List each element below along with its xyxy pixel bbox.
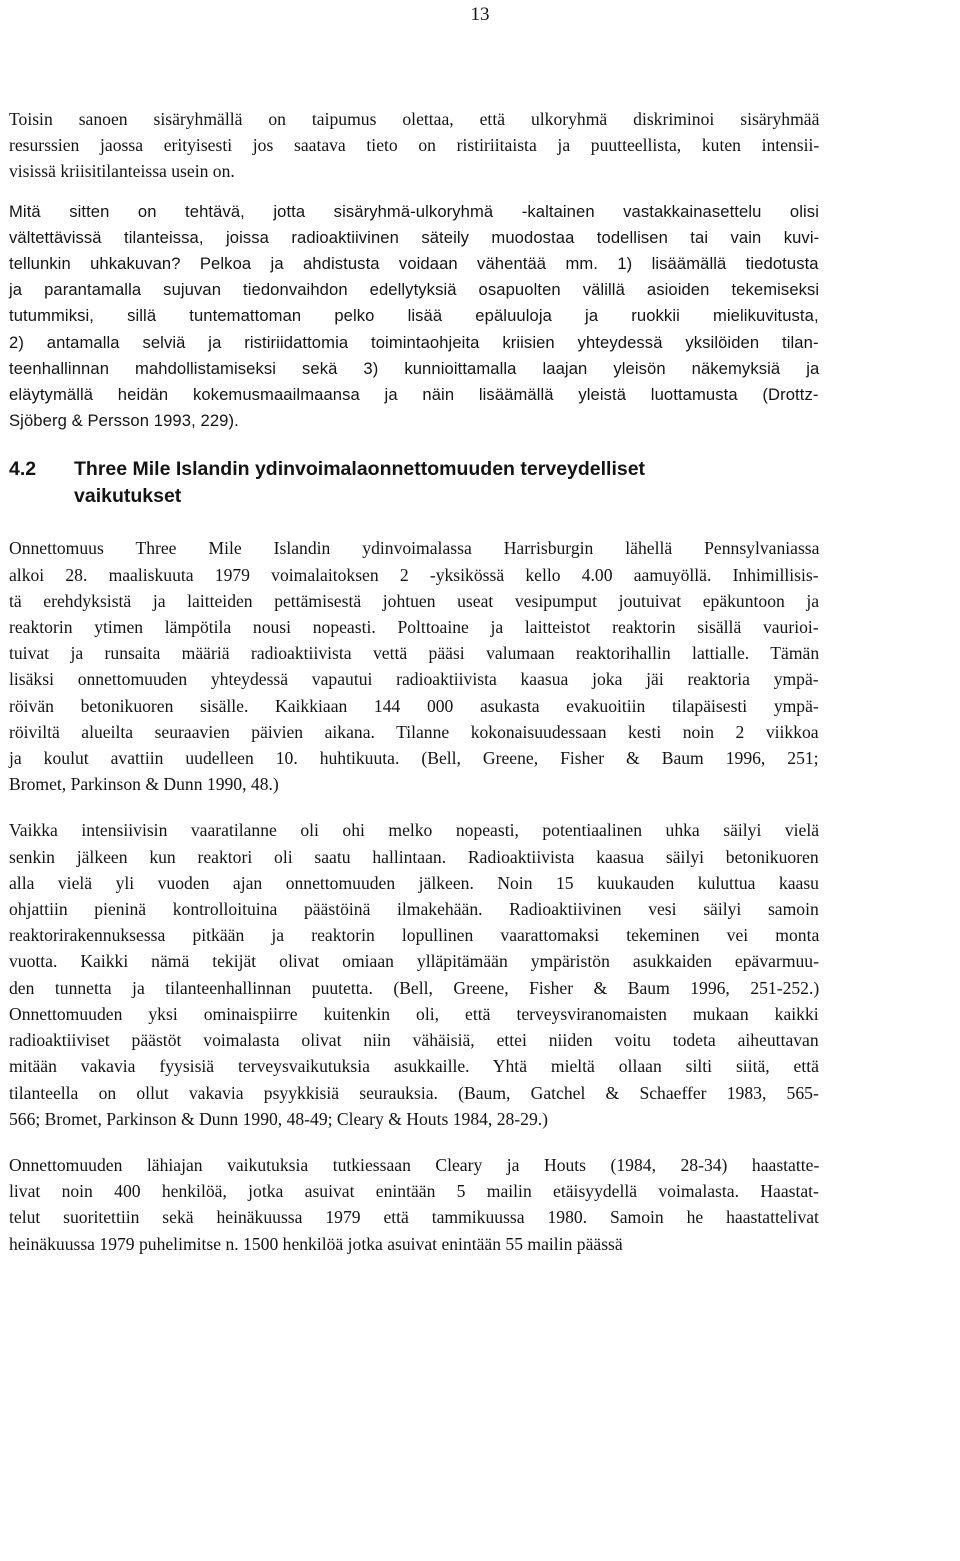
text-line: tutummiksi, sillä tuntemattoman pelko lisää epäluuloja ja ruokkii mielikuvitusta, <box>9 306 819 326</box>
text-line: vuotta. Kaikki nämä tekijät olivat omiaan ylläpitämään ympäristön asukkaiden epävarmuu- <box>9 951 819 972</box>
text-line: ja parantamalla sujuvan tiedonvaihdon edellytyksiä osapuolten välillä asioiden tekemiseksi <box>9 280 820 300</box>
section-heading <box>9 456 819 510</box>
text-line: 566; Bromet, Parkinson & Dunn 1990, 48-49; Cleary & Houts 1984, 28-29.) <box>9 1108 549 1129</box>
text-line: Onnettomuuden yksi ominaispiirre kuitenkin oli, että terveysviranomaisten mukaan kaikki <box>9 1003 819 1024</box>
text-line: Onnettomuuden lähiajan vaikutuksia tutkiessaan Cleary ja Houts (1984, 28-34) haastatte- <box>9 1154 820 1175</box>
page-number: 13 <box>470 4 490 25</box>
section-title-line-2: vaikutukset <box>74 485 182 508</box>
text-line: röivän betonikuoren sisälle. Kaikkiaan 144 000 asukasta evakuoitiin tilapäisesti ympä- <box>9 695 819 716</box>
text-line: Bromet, Parkinson & Dunn 1990, 48.) <box>9 774 279 795</box>
paragraph-accident-description <box>9 535 819 797</box>
text-line: tellunkin uhkakuvan? Pelkoa ja ahdistusta voidaan vähentää mm. 1) lisäämällä tiedotusta <box>9 254 819 274</box>
text-line: alla vielä yli vuoden ajan onnettomuuden jälkeen. Noin 15 kuukauden kuluttua kaasu <box>9 872 819 893</box>
text-line: heinäkuussa 1979 puhelimitse n. 1500 henkilöä jotka asuivat enintään 55 mailin päässä <box>9 1233 623 1254</box>
text-line: telut suoritettiin sekä heinäkuussa 1979 että tammikuussa 1980. Samoin he haastattelivat <box>9 1207 819 1228</box>
text-line: Onnettomuus Three Mile Islandin ydinvoimalassa Harrisburgin lähellä Pennsylvaniassa <box>9 538 820 559</box>
text-line: eläytymällä heidän kokemusmaailmaansa ja näin lisäämällä yleistä luottamusta (Drottz- <box>9 385 819 405</box>
text-line: reaktorin ytimen lämpötila nousi nopeasti. Polttoaine ja laitteistot reaktorin sisällä vaurioi- <box>9 617 819 638</box>
text-line: teenhallinnan mahdollistamiseksi sekä 3) kunnioittamalla laajan yleisön näkemyksiä ja <box>9 358 820 378</box>
section-title-line-1: Three Mile Islandin ydinvoimalaonnettomuuden terveydelliset <box>74 458 646 481</box>
text-line: senkin jälkeen kun reaktori oli saatu hallintaan. Radioaktiivista kaasua säilyi betonikuoren <box>9 846 819 867</box>
text-line: tuivat ja runsaita määriä radioaktiivista vettä pääsi valumaan reaktorihallin lattialle. Tämän <box>9 643 820 664</box>
paragraph-study <box>9 1152 819 1257</box>
text-line: den tunnetta ja tilanteenhallinnan puutetta. (Bell, Greene, Fisher & Baum 1996, 251-252.) <box>9 977 820 998</box>
section-number: 4.2 <box>9 458 37 481</box>
text-line: livat noin 400 henkilöä, jotka asuivat enintään 5 mailin etäisyydellä voimalasta. Haastat- <box>9 1181 819 1202</box>
text-line: 2) antamalla selviä ja ristiriidattomia toimintaohjeita kriisien yhteydessä yksilöiden tilan- <box>9 332 819 352</box>
text-line: Sjöberg & Persson 1993, 229). <box>9 411 239 431</box>
text-line: reaktorirakennuksessa pitkään ja reaktorin lopullinen vaarattomaksi tekeminen vei monta <box>9 925 820 946</box>
text-line: Vaikka intensiivisin vaaratilanne oli ohi melko nopeasti, potentiaalinen uhka säilyi vielä <box>9 820 820 841</box>
text-line: röiviltä alueilta seuraavien päivien aikana. Tilanne kokonaisuudessaan kesti noin 2 viikkoa <box>9 721 819 742</box>
text-line: Mitä sitten on tehtävä, jotta sisäryhmä-ulkoryhmä -kaltainen vastakkainasettelu olisi <box>9 201 819 221</box>
text-line: ja koulut avattiin uudelleen 10. huhtikuuta. (Bell, Greene, Fisher & Baum 1996, 251; <box>9 748 819 769</box>
text-line: visissä kriisitilanteissa usein on. <box>9 161 235 182</box>
text-line: Toisin sanoen sisäryhmällä on taipumus olettaa, että ulkoryhmä diskriminoi sisäryhmää <box>9 109 820 129</box>
text-line: alkoi 28. maaliskuuta 1979 voimalaitoksen 2 -yksikössä kello 4.00 aamuyöllä. Inhimillisis- <box>9 564 819 585</box>
paragraph-intro <box>9 106 819 185</box>
paragraph-aftermath <box>9 817 819 1131</box>
text-line: radioaktiiviset päästöt voimalasta olivat niin vähäisiä, ettei niiden voitu todeta aiheuttavan <box>9 1030 819 1051</box>
text-line: tä erehdyksistä ja laitteiden pettämisestä johtuen useat vesipumput joutuivat epäkuntoon ja <box>9 590 820 611</box>
text-line: lisäksi onnettomuuden yhteydessä vapautui radioaktiivista kaasua joka jäi reaktoria ympä- <box>9 669 819 690</box>
text-line: mitään vakavia fyysisiä terveysvaikutuksia asukkaille. Yhtä mieltä ollaan silti siitä, että <box>9 1056 819 1077</box>
text-line: vältettävissä tilanteissa, joissa radioaktiivinen säteily muodostaa todellisen tai vain kuvi- <box>9 227 820 247</box>
text-line: resurssien jaossa erityisesti jos saatava tieto on ristiriitaista ja puutteellista, kuten intensii- <box>9 135 820 156</box>
text-line: ohjattiin pieninä kontrolloituina päästöinä ilmakehään. Radioaktiivinen vesi säilyi samoin <box>9 899 819 920</box>
document-body <box>9 106 819 1257</box>
section-title <box>74 456 645 510</box>
paragraph-reduction-methods <box>9 199 819 435</box>
text-line: tilanteella on ollut vakavia psyykkisiä seurauksia. (Baum, Gatchel & Schaeffer 1983, 565- <box>9 1082 819 1103</box>
